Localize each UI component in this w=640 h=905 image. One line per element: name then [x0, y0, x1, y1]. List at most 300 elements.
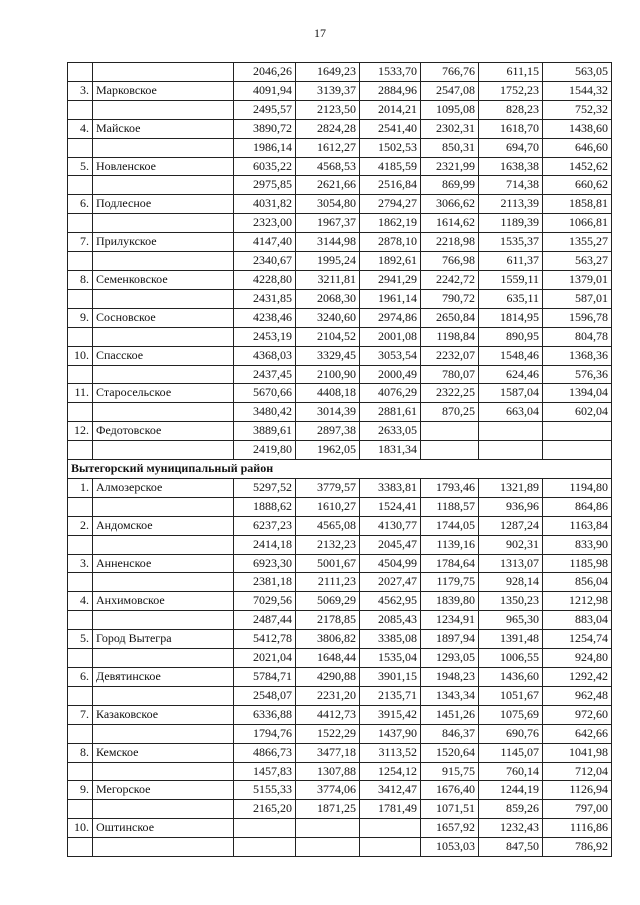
row-number: [68, 800, 93, 819]
value-cell: 2014,21: [360, 100, 421, 119]
row-number: 12.: [68, 422, 93, 441]
settlement-name: [93, 535, 234, 554]
value-cell: [421, 422, 479, 441]
row-number: 6.: [68, 668, 93, 687]
settlement-name: [93, 100, 234, 119]
row-number: 11.: [68, 384, 93, 403]
value-cell: 864,86: [543, 497, 612, 516]
value-cell: 1535,37: [479, 233, 543, 252]
table-row: [68, 762, 612, 781]
value-cell: 4185,59: [360, 157, 421, 176]
value-cell: 2132,23: [296, 535, 360, 554]
value-cell: 1587,04: [479, 384, 543, 403]
value-cell: 1189,39: [479, 214, 543, 233]
value-cell: 859,26: [479, 800, 543, 819]
settlement-name: [93, 800, 234, 819]
value-cell: 6237,23: [234, 516, 296, 535]
value-cell: 3779,57: [296, 478, 360, 497]
value-cell: 4076,29: [360, 384, 421, 403]
value-cell: 602,04: [543, 403, 612, 422]
table-row: [68, 365, 612, 384]
value-cell: 2068,30: [296, 289, 360, 308]
row-number: 6.: [68, 195, 93, 214]
value-cell: 2113,39: [479, 195, 543, 214]
value-cell: 1520,64: [421, 743, 479, 762]
value-cell: 1071,51: [421, 800, 479, 819]
value-cell: 1648,44: [296, 649, 360, 668]
value-cell: 2046,26: [234, 63, 296, 82]
value-cell: 2974,86: [360, 308, 421, 327]
row-number: [68, 252, 93, 271]
value-cell: 797,00: [543, 800, 612, 819]
value-cell: 3113,52: [360, 743, 421, 762]
value-cell: 3383,81: [360, 478, 421, 497]
value-cell: 2878,10: [360, 233, 421, 252]
value-cell: 1188,57: [421, 497, 479, 516]
value-cell: 2321,99: [421, 157, 479, 176]
value-cell: [479, 441, 543, 460]
value-cell: 2100,90: [296, 365, 360, 384]
value-cell: 576,36: [543, 365, 612, 384]
table-row: [68, 705, 612, 724]
value-cell: 5155,33: [234, 781, 296, 800]
table-row: [68, 573, 612, 592]
value-cell: 1198,84: [421, 327, 479, 346]
value-cell: 1051,67: [479, 686, 543, 705]
value-cell: 611,37: [479, 252, 543, 271]
table-row: [68, 214, 612, 233]
value-cell: 1212,98: [543, 592, 612, 611]
value-cell: 1967,37: [296, 214, 360, 233]
value-cell: 1533,70: [360, 63, 421, 82]
value-cell: 3915,42: [360, 705, 421, 724]
row-number: [68, 497, 93, 516]
value-cell: 4228,80: [234, 270, 296, 289]
table-row: [68, 252, 612, 271]
value-cell: 694,70: [479, 138, 543, 157]
table-row: [68, 686, 612, 705]
table-row: [68, 119, 612, 138]
settlement-name: Андомское: [93, 516, 234, 535]
value-cell: 915,75: [421, 762, 479, 781]
value-cell: 3477,18: [296, 743, 360, 762]
row-number: [68, 214, 93, 233]
table-row: [68, 838, 612, 857]
value-cell: 1391,48: [479, 630, 543, 649]
row-number: 7.: [68, 233, 93, 252]
value-cell: 3329,45: [296, 346, 360, 365]
value-cell: 1436,60: [479, 668, 543, 687]
value-cell: 3480,42: [234, 403, 296, 422]
table-row: [68, 81, 612, 100]
value-cell: 3014,39: [296, 403, 360, 422]
value-cell: 1831,34: [360, 441, 421, 460]
table-row: [68, 743, 612, 762]
value-cell: 2242,72: [421, 270, 479, 289]
value-cell: 2794,27: [360, 195, 421, 214]
table-row: [68, 422, 612, 441]
value-cell: 1544,32: [543, 81, 612, 100]
table-row: [68, 289, 612, 308]
value-cell: 1610,27: [296, 497, 360, 516]
settlement-name: Новленское: [93, 157, 234, 176]
value-cell: 5412,78: [234, 630, 296, 649]
value-cell: 1343,34: [421, 686, 479, 705]
table-row: [68, 611, 612, 630]
value-cell: 4091,94: [234, 81, 296, 100]
settlement-name: Кемское: [93, 743, 234, 762]
row-number: [68, 838, 93, 857]
value-cell: [543, 441, 612, 460]
value-cell: 766,76: [421, 63, 479, 82]
settlement-name: Анненское: [93, 554, 234, 573]
table-row: [68, 157, 612, 176]
value-cell: 4562,95: [360, 592, 421, 611]
table-row: [68, 800, 612, 819]
value-cell: 1612,27: [296, 138, 360, 157]
row-number: 2.: [68, 516, 93, 535]
value-cell: 1075,69: [479, 705, 543, 724]
value-cell: [421, 441, 479, 460]
settlement-name: [93, 686, 234, 705]
value-cell: 3385,08: [360, 630, 421, 649]
value-cell: 1676,40: [421, 781, 479, 800]
value-cell: [360, 819, 421, 838]
table-row: [68, 195, 612, 214]
settlement-name: [93, 649, 234, 668]
section-title: Вытегорский муниципальный район: [68, 460, 612, 479]
value-cell: 2000,49: [360, 365, 421, 384]
value-cell: 2975,85: [234, 176, 296, 195]
row-number: 9.: [68, 308, 93, 327]
value-cell: 1292,42: [543, 668, 612, 687]
value-cell: 1793,46: [421, 478, 479, 497]
value-cell: 1535,04: [360, 649, 421, 668]
settlement-name: Майское: [93, 119, 234, 138]
value-cell: 3890,72: [234, 119, 296, 138]
table-row: [68, 403, 612, 422]
value-cell: 1254,74: [543, 630, 612, 649]
row-number: 5.: [68, 157, 93, 176]
value-cell: 4568,53: [296, 157, 360, 176]
value-cell: 1355,27: [543, 233, 612, 252]
value-cell: 5297,52: [234, 478, 296, 497]
settlement-name: [93, 252, 234, 271]
value-cell: 2431,85: [234, 289, 296, 308]
value-cell: 2941,29: [360, 270, 421, 289]
value-cell: 2541,40: [360, 119, 421, 138]
value-cell: [479, 422, 543, 441]
row-number: 4.: [68, 592, 93, 611]
value-cell: 890,95: [479, 327, 543, 346]
value-cell: 2111,23: [296, 573, 360, 592]
settlement-name: Мегорское: [93, 781, 234, 800]
value-cell: 3054,80: [296, 195, 360, 214]
value-cell: 2001,08: [360, 327, 421, 346]
value-cell: 1438,60: [543, 119, 612, 138]
table-row: [68, 233, 612, 252]
value-cell: 4412,73: [296, 705, 360, 724]
value-cell: 1350,23: [479, 592, 543, 611]
table-row: [68, 535, 612, 554]
value-cell: 2231,20: [296, 686, 360, 705]
settlement-name: [93, 573, 234, 592]
value-cell: 786,92: [543, 838, 612, 857]
value-cell: 2897,38: [296, 422, 360, 441]
value-cell: 2104,52: [296, 327, 360, 346]
table-row: [68, 63, 612, 82]
value-cell: 1752,23: [479, 81, 543, 100]
value-cell: 928,14: [479, 573, 543, 592]
value-cell: 1179,75: [421, 573, 479, 592]
row-number: 8.: [68, 270, 93, 289]
value-cell: 1451,26: [421, 705, 479, 724]
value-cell: 2165,20: [234, 800, 296, 819]
value-cell: 1961,14: [360, 289, 421, 308]
value-cell: 563,27: [543, 252, 612, 271]
row-number: [68, 573, 93, 592]
value-cell: 3774,06: [296, 781, 360, 800]
settlement-name: [93, 138, 234, 157]
row-number: [68, 138, 93, 157]
settlement-name: Спасское: [93, 346, 234, 365]
value-cell: 2414,18: [234, 535, 296, 554]
value-cell: 1307,88: [296, 762, 360, 781]
row-number: [68, 762, 93, 781]
value-cell: 2650,84: [421, 308, 479, 327]
value-cell: 1862,19: [360, 214, 421, 233]
value-cell: 1502,53: [360, 138, 421, 157]
value-cell: 624,46: [479, 365, 543, 384]
value-cell: 5784,71: [234, 668, 296, 687]
table-row: [68, 308, 612, 327]
value-cell: 2884,96: [360, 81, 421, 100]
table-row: [68, 478, 612, 497]
value-cell: 850,31: [421, 138, 479, 157]
value-cell: 1948,23: [421, 668, 479, 687]
table-row: [68, 724, 612, 743]
value-cell: 1313,07: [479, 554, 543, 573]
table-row: [68, 592, 612, 611]
table-row: [68, 554, 612, 573]
value-cell: 2487,44: [234, 611, 296, 630]
row-number: 10.: [68, 346, 93, 365]
value-cell: 2218,98: [421, 233, 479, 252]
value-cell: 4866,73: [234, 743, 296, 762]
settlement-name: [93, 63, 234, 82]
value-cell: 2881,61: [360, 403, 421, 422]
settlement-name: [93, 611, 234, 630]
value-cell: 2027,47: [360, 573, 421, 592]
value-cell: 833,90: [543, 535, 612, 554]
value-cell: 1041,98: [543, 743, 612, 762]
value-cell: 869,99: [421, 176, 479, 195]
value-cell: 6923,30: [234, 554, 296, 573]
value-cell: 3889,61: [234, 422, 296, 441]
value-cell: [234, 819, 296, 838]
settlement-name: [93, 289, 234, 308]
value-cell: 804,78: [543, 327, 612, 346]
row-number: 10.: [68, 819, 93, 838]
value-cell: 1126,94: [543, 781, 612, 800]
value-cell: [296, 819, 360, 838]
row-number: [68, 100, 93, 119]
value-cell: 1394,04: [543, 384, 612, 403]
value-cell: 1293,05: [421, 649, 479, 668]
value-cell: 635,11: [479, 289, 543, 308]
value-cell: 766,98: [421, 252, 479, 271]
settlement-name: [93, 214, 234, 233]
value-cell: [234, 838, 296, 857]
value-cell: 642,66: [543, 724, 612, 743]
row-number: [68, 327, 93, 346]
row-number: 3.: [68, 81, 93, 100]
settlement-name: Анхимовское: [93, 592, 234, 611]
value-cell: 2548,07: [234, 686, 296, 705]
value-cell: 924,80: [543, 649, 612, 668]
value-cell: 611,15: [479, 63, 543, 82]
settlement-name: Марковское: [93, 81, 234, 100]
value-cell: 1548,46: [479, 346, 543, 365]
value-cell: 2123,50: [296, 100, 360, 119]
value-cell: 1185,98: [543, 554, 612, 573]
value-cell: 1254,12: [360, 762, 421, 781]
table-row: [68, 781, 612, 800]
value-cell: 4408,18: [296, 384, 360, 403]
settlement-name: [93, 724, 234, 743]
value-cell: 714,38: [479, 176, 543, 195]
value-cell: 1897,94: [421, 630, 479, 649]
value-cell: 2547,08: [421, 81, 479, 100]
value-cell: 2178,85: [296, 611, 360, 630]
value-cell: 1066,81: [543, 214, 612, 233]
settlement-name: Казаковское: [93, 705, 234, 724]
value-cell: 2021,04: [234, 649, 296, 668]
value-cell: 1287,24: [479, 516, 543, 535]
table-row: [68, 668, 612, 687]
settlement-name: Девятинское: [93, 668, 234, 687]
value-cell: 3211,81: [296, 270, 360, 289]
value-cell: 563,05: [543, 63, 612, 82]
value-cell: 972,60: [543, 705, 612, 724]
settlement-name: [93, 838, 234, 857]
row-number: [68, 724, 93, 743]
row-number: 3.: [68, 554, 93, 573]
settlement-name: Федотовское: [93, 422, 234, 441]
row-number: [68, 649, 93, 668]
table-row: [68, 441, 612, 460]
value-cell: 1437,90: [360, 724, 421, 743]
value-cell: 790,72: [421, 289, 479, 308]
table-row: [68, 100, 612, 119]
value-cell: 1321,89: [479, 478, 543, 497]
page-number: 17: [314, 26, 326, 40]
value-cell: [543, 422, 612, 441]
table-row: [68, 516, 612, 535]
value-cell: 5670,66: [234, 384, 296, 403]
row-number: [68, 535, 93, 554]
settlement-name: Оштинское: [93, 819, 234, 838]
value-cell: 2633,05: [360, 422, 421, 441]
value-cell: 7029,56: [234, 592, 296, 611]
value-cell: 4031,82: [234, 195, 296, 214]
value-cell: 780,07: [421, 365, 479, 384]
value-cell: 1794,76: [234, 724, 296, 743]
settlement-name: Алмозерское: [93, 478, 234, 497]
value-cell: 936,96: [479, 497, 543, 516]
value-cell: 2495,57: [234, 100, 296, 119]
tariff-table: [67, 62, 612, 857]
value-cell: 2135,71: [360, 686, 421, 705]
table-row: [68, 327, 612, 346]
value-cell: 1368,36: [543, 346, 612, 365]
value-cell: 1839,80: [421, 592, 479, 611]
row-number: [68, 441, 93, 460]
value-cell: 2085,43: [360, 611, 421, 630]
value-cell: 1657,92: [421, 819, 479, 838]
row-number: 8.: [68, 743, 93, 762]
value-cell: 1784,64: [421, 554, 479, 573]
value-cell: 1379,01: [543, 270, 612, 289]
value-cell: 1892,61: [360, 252, 421, 271]
value-cell: 752,32: [543, 100, 612, 119]
value-cell: 847,50: [479, 838, 543, 857]
value-cell: 1452,62: [543, 157, 612, 176]
value-cell: 962,48: [543, 686, 612, 705]
row-number: [68, 63, 93, 82]
value-cell: [296, 838, 360, 857]
value-cell: 1053,03: [421, 838, 479, 857]
value-cell: 1163,84: [543, 516, 612, 535]
row-number: 9.: [68, 781, 93, 800]
settlement-name: Сосновское: [93, 308, 234, 327]
value-cell: 2322,25: [421, 384, 479, 403]
value-cell: 1986,14: [234, 138, 296, 157]
table-row: [68, 384, 612, 403]
value-cell: 883,04: [543, 611, 612, 630]
settlement-name: [93, 327, 234, 346]
value-cell: 1781,49: [360, 800, 421, 819]
value-cell: 2381,18: [234, 573, 296, 592]
value-cell: 902,31: [479, 535, 543, 554]
table-row: [68, 138, 612, 157]
value-cell: 1244,19: [479, 781, 543, 800]
value-cell: 3412,47: [360, 781, 421, 800]
row-number: [68, 365, 93, 384]
value-cell: 3053,54: [360, 346, 421, 365]
value-cell: 1596,78: [543, 308, 612, 327]
value-cell: 3901,15: [360, 668, 421, 687]
value-cell: 4130,77: [360, 516, 421, 535]
value-cell: 690,76: [479, 724, 543, 743]
section-header-row: [68, 460, 612, 479]
value-cell: 4147,40: [234, 233, 296, 252]
value-cell: 870,25: [421, 403, 479, 422]
value-cell: 4238,46: [234, 308, 296, 327]
table-row: [68, 819, 612, 838]
settlement-name: Город Вытегра: [93, 630, 234, 649]
value-cell: [360, 838, 421, 857]
value-cell: 2302,31: [421, 119, 479, 138]
settlement-name: Прилукское: [93, 233, 234, 252]
table-row: [68, 649, 612, 668]
value-cell: 663,04: [479, 403, 543, 422]
value-cell: 2516,84: [360, 176, 421, 195]
value-cell: 2824,28: [296, 119, 360, 138]
value-cell: 1871,25: [296, 800, 360, 819]
value-cell: 1962,05: [296, 441, 360, 460]
row-number: [68, 686, 93, 705]
